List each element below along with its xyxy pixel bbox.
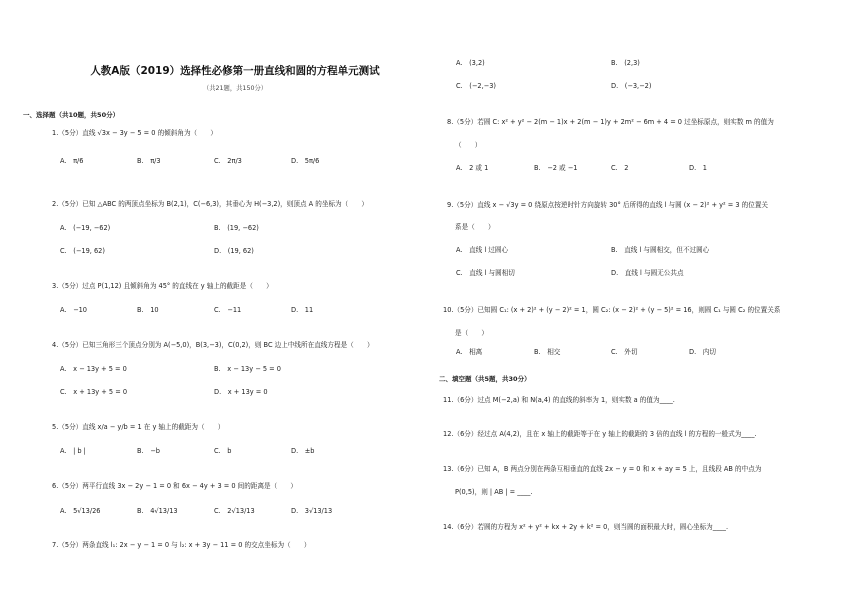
section-heading-choice: 一、选择题（共10题，共50分）: [23, 111, 120, 119]
question-8-option-b: B. −2 或 −1: [534, 164, 578, 172]
question-2-option-b: B. (19, −62): [214, 224, 259, 232]
question-1-option-c: C. 2π/3: [214, 157, 242, 165]
question-8-option-d: D. 1: [689, 164, 707, 172]
question-14-stem: 14.（6分）若圆的方程为 x² + y² + kx + 2y + k² = 0，则当圆的面积最大时，圆心坐标为____.: [443, 523, 729, 531]
question-12-stem: 12.（6分）经过点 A(4,2)，且在 x 轴上的截距等于在 y 轴上的截距的 3 倍的直线 l 的方程的一般式为____.: [443, 430, 757, 438]
question-6-option-c: C. 2√13/13: [214, 507, 255, 515]
question-13-stem-cont: P(0,5)，则 | AB | = ____.: [455, 488, 533, 496]
page-subtitle: （共21题，共150分）: [202, 85, 268, 92]
question-2-option-d: D. (19, 62): [214, 247, 254, 255]
question-2-option-a: A. (−19, −62): [60, 224, 111, 232]
question-3-option-b: B. 10: [137, 306, 159, 314]
question-1-option-b: B. π/3: [137, 157, 161, 165]
question-4-option-d: D. x + 13y = 0: [214, 388, 268, 396]
question-2-stem: 2.（5分）已知 △ABC 的两顶点坐标为 B(2,1)，C(−6,3)，其垂心为 H(−3,2)，则顶点 A 的坐标为（ ）: [52, 200, 369, 208]
question-6-option-a: A. 5√13/26: [60, 507, 101, 515]
question-4-stem: 4.（5分）已知三角形三个顶点分别为 A(−5,0)，B(3,−3)，C(0,2)，则 BC 边上中线所在直线方程是（ ）: [52, 341, 374, 349]
question-5-stem: 5.（5分）直线 x/a − y/b = 1 在 y 轴上的截距为（ ）: [52, 423, 225, 431]
question-7-option-d: D. (−3,−2): [611, 82, 652, 90]
page-title: 人教A版（2019）选择性必修第一册直线和圆的方程单元测试: [90, 65, 380, 77]
question-10-option-d: D. 内切: [689, 348, 716, 356]
question-10-stem-cont: 是（ ）: [455, 329, 488, 337]
question-1-stem: 1.（5分）直线 √3x − 3y − 5 = 0 的倾斜角为（ ）: [52, 129, 217, 137]
question-9-stem: 9.（5分）直线 x − √3y = 0 绕原点按逆时针方向旋转 30° 后所得的直线 l 与圆 (x − 2)² + y² = 3 的位置关: [447, 201, 769, 209]
question-10-option-b: B. 相交: [534, 348, 561, 356]
question-8-stem-cont: （ ）: [455, 141, 482, 149]
question-6-stem: 6.（5分）两平行直线 3x − 2y − 1 = 0 和 6x − 4y + 3 = 0 间的距离是（ ）: [52, 482, 298, 490]
question-8-stem: 8.（5分）若圆 C: x² + y² − 2(m − 1)x + 2(m − 1)y + 2m² − 6m + 4 = 0 过坐标原点，则实数 m 的值为: [447, 118, 774, 126]
question-8-option-a: A. 2 或 1: [456, 164, 489, 172]
question-9-stem-cont: 系是（ ）: [455, 223, 495, 231]
question-11-stem: 11.（6分）过点 M(−2,a) 和 N(a,4) 的直线的斜率为 1，则实数 a 的值为____.: [443, 396, 675, 404]
question-3-option-a: A. −10: [60, 306, 87, 314]
question-5-option-b: B. −b: [137, 447, 160, 455]
question-5-option-d: D. ±b: [291, 447, 315, 455]
question-10-stem: 10.（5分）已知圆 C₁: (x + 2)² + (y − 2)² = 1，圆 C₂: (x − 2)² + (y − 5)² = 16，则圆 C₁ 与圆 C₂ 的位置关系: [443, 306, 781, 314]
question-13-stem: 13.（6分）已知 A，B 两点分别在两条互相垂直的直线 2x − y = 0 和 x + ay = 5 上，且线段 AB 的中点为: [443, 465, 762, 473]
question-5-option-a: A. | b |: [60, 447, 86, 455]
section-heading-fill: 二、填空题（共5题，共30分）: [439, 375, 531, 383]
question-1-option-a: A. π/6: [60, 157, 84, 165]
question-10-option-c: C. 外切: [611, 348, 638, 356]
question-9-option-a: A. 直线 l 过圆心: [456, 246, 509, 254]
question-7-stem: 7.（5分）两条直线 l₁: 2x − y − 1 = 0 与 l₂: x + 3y − 11 = 0 的交点坐标为（ ）: [52, 541, 311, 549]
question-9-option-b: B. 直线 l 与圆相交，但不过圆心: [611, 246, 710, 254]
question-5-option-c: C. b: [214, 447, 232, 455]
question-9-option-c: C. 直线 l 与圆相切: [456, 269, 515, 277]
question-2-option-c: C. (−19, 62): [60, 247, 105, 255]
question-1-option-d: D. 5π/6: [291, 157, 320, 165]
question-3-option-c: C. −11: [214, 306, 242, 314]
question-3-option-d: D. 11: [291, 306, 314, 314]
question-4-option-b: B. x − 13y − 5 = 0: [214, 365, 281, 373]
question-3-stem: 3.（5分）过点 P(1,12) 且倾斜角为 45° 的直线在 y 轴上的截距是（ ）: [52, 282, 273, 290]
question-7-option-c: C. (−2,−3): [456, 82, 496, 90]
question-7-option-a: A. (3,2): [456, 59, 485, 67]
question-4-option-c: C. x + 13y + 5 = 0: [60, 388, 128, 396]
question-4-option-a: A. x − 13y + 5 = 0: [60, 365, 127, 373]
question-6-option-d: D. 3√13/13: [291, 507, 333, 515]
question-10-option-a: A. 相离: [456, 348, 483, 356]
question-6-option-b: B. 4√13/13: [137, 507, 178, 515]
question-8-option-c: C. 2: [611, 164, 629, 172]
question-9-option-d: D. 直线 l 与圆无公共点: [611, 269, 684, 277]
question-7-option-b: B. (2,3): [611, 59, 640, 67]
